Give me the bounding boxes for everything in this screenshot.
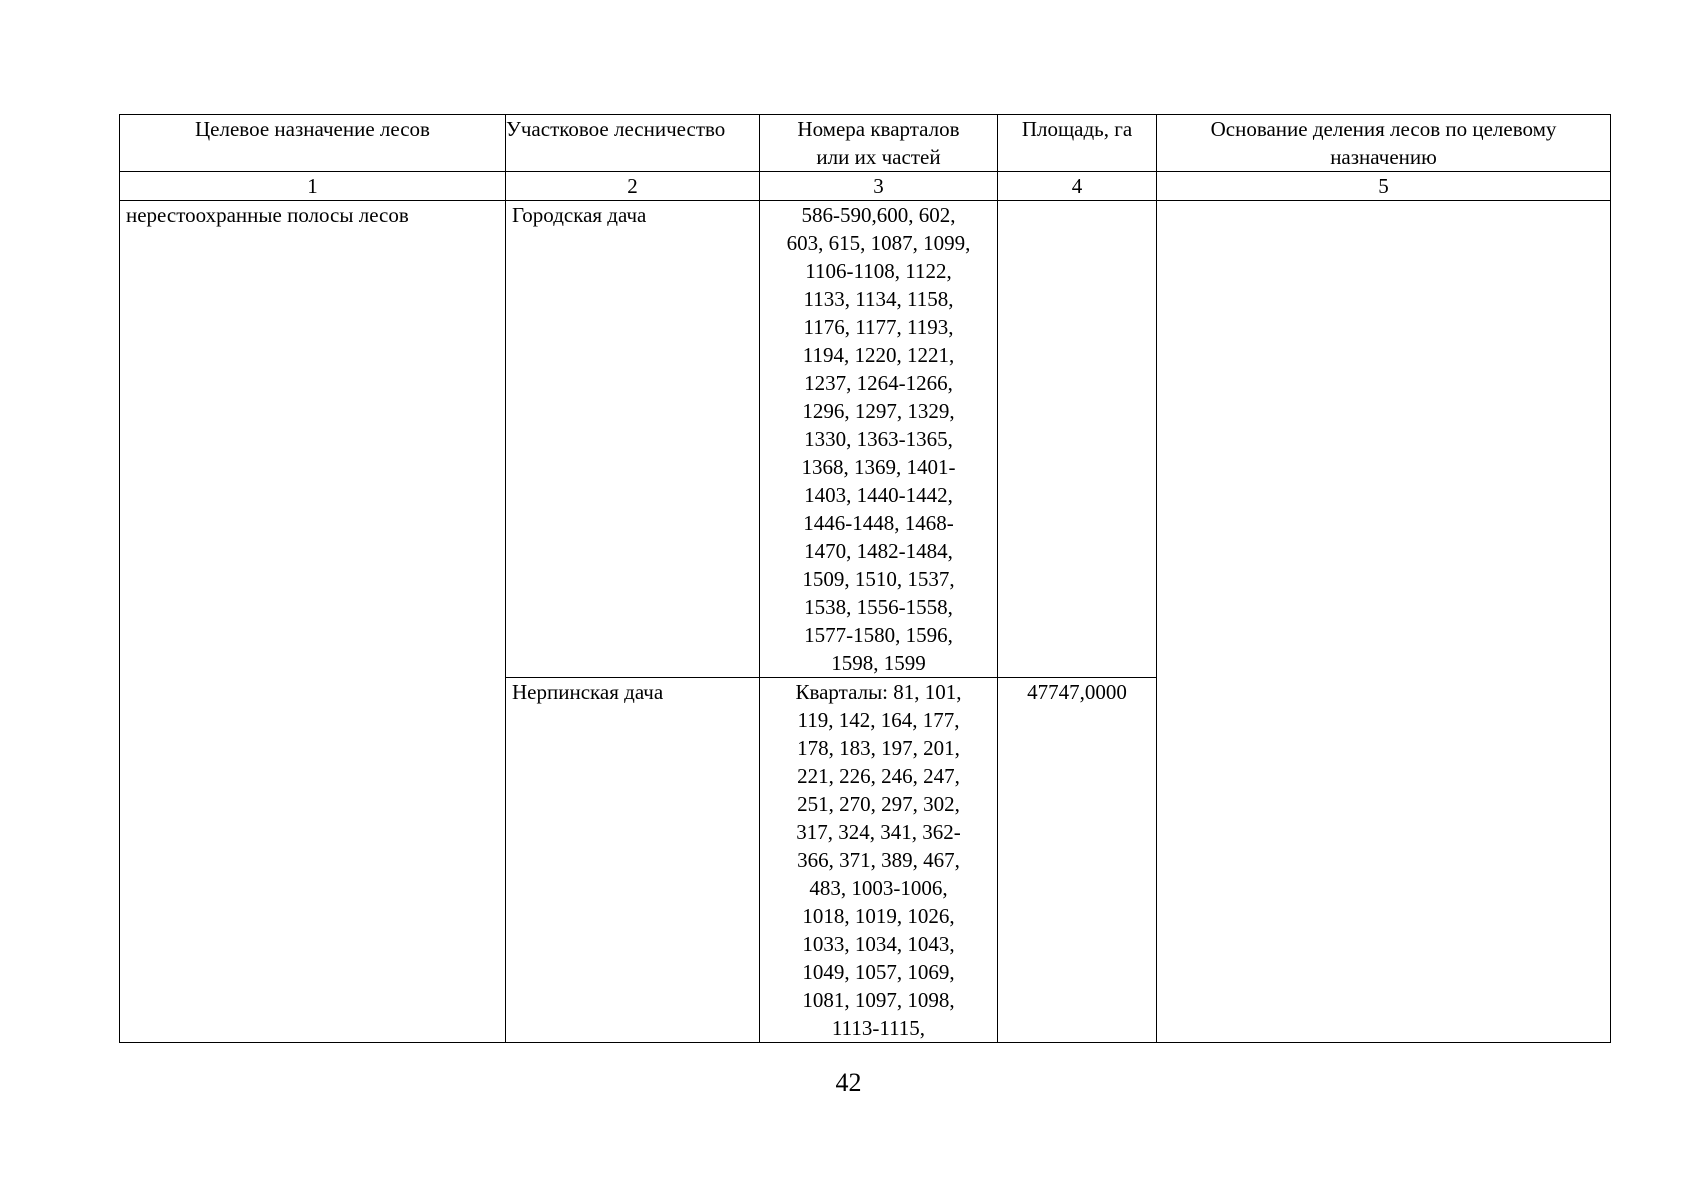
header-area: Площадь, га <box>998 115 1157 172</box>
header-district: Участковое лесничество <box>506 115 760 172</box>
column-number-5: 5 <box>1157 172 1611 201</box>
district-cell: Городская дача <box>506 201 760 678</box>
area-cell <box>998 201 1157 678</box>
column-number-2: 2 <box>506 172 760 201</box>
quarters-cell: 586-590,600, 602, 603, 615, 1087, 1099, 1106-1108, 1122, 1133, 1134, 1158, 1176, 1177, 1193, 1194, 1220, 1221, 1237, 1264-1266, 1296, 1297, 1329, 1330, 1363-1365, 1368, 1369, 1401- 1403, 1440-1442, 1446-1448, 1468- 1470, 1482-1484, 1509, 1510, 1537, 1538, 1556-1558, 1577-1580, 1596, 1598, 1599 <box>760 201 998 678</box>
column-number-4: 4 <box>998 172 1157 201</box>
table-header-row <box>120 115 1611 172</box>
table-row <box>120 201 1611 678</box>
purpose-cell: нерестоохранные полосы лесов <box>120 201 506 1043</box>
column-number-row <box>120 172 1611 201</box>
basis-cell <box>1157 201 1611 1043</box>
column-number-1: 1 <box>120 172 506 201</box>
district-cell: Нерпинская дача <box>506 678 760 1043</box>
column-number-3: 3 <box>760 172 998 201</box>
header-basis: Основание деления лесов по целевому назначению <box>1157 115 1611 172</box>
header-quarters: Номера кварталов или их частей <box>760 115 998 172</box>
quarters-cell: Кварталы: 81, 101, 119, 142, 164, 177, 178, 183, 197, 201, 221, 226, 246, 247, 251, 270, 297, 302, 317, 324, 341, 362- 366, 371, 389, 467, 483, 1003-1006, 1018, 1019, 1026, 1033, 1034, 1043, 1049, 1057, 1069, 1081, 1097, 1098, 1113-1115, <box>760 678 998 1043</box>
area-cell: 47747,0000 <box>998 678 1157 1043</box>
forest-purpose-table <box>119 114 1611 1043</box>
header-purpose: Целевое назначение лесов <box>120 115 506 172</box>
page-number: 42 <box>835 1068 862 1097</box>
